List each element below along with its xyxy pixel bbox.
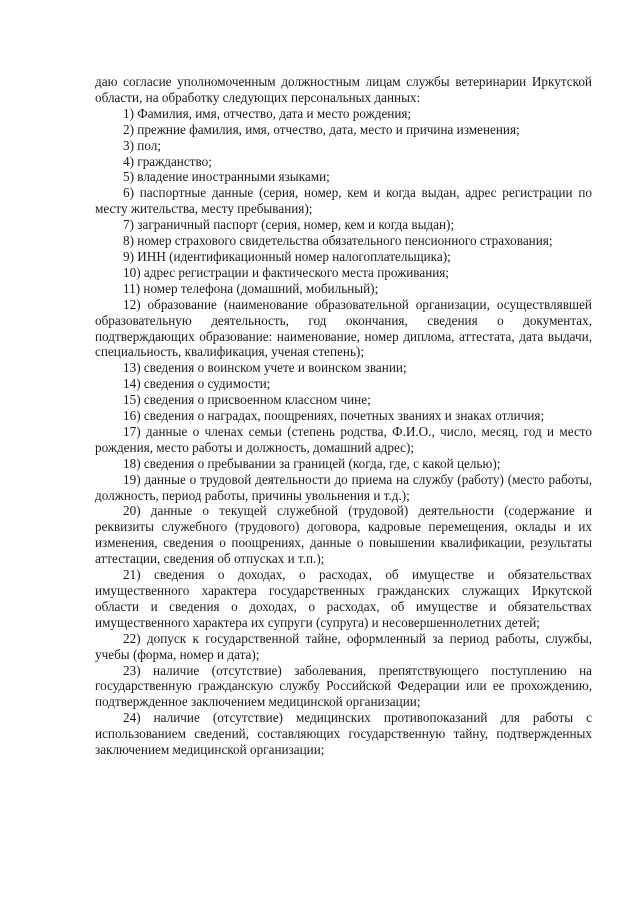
list-item-7: 7) заграничный паспорт (серия, номер, кем и когда выдан);	[123, 217, 455, 233]
list-item-19: 19) данные о трудовой деятельности до приема на службу (работу) (место работы, должность, период работы, причины увольнения и т.д.);	[95, 471, 592, 503]
list-item-8: 8) номер страхового свидетельства обязательного пенсионного страхования;	[123, 233, 553, 249]
document-body	[95, 74, 592, 758]
list-item-5: 5) владение иностранными языками;	[123, 169, 330, 185]
list-item-3: 3) пол;	[123, 137, 162, 153]
list-item-9: 9) ИНН (идентификационный номер налогоплательщика);	[123, 248, 451, 264]
list-item-10: 10) адрес регистрации и фактического места проживания;	[123, 264, 450, 280]
list-item-16: 16) сведения о наградах, поощрениях, почетных званиях и знаках отличия;	[123, 408, 545, 424]
list-item-24: 24) наличие (отсутствие) медицинских противопоказаний для работы с использованием сведений, составляющих государственную тайну, подтвержденных заключением медицинской организации;	[95, 710, 592, 758]
list-item-17: 17) данные о членах семьи (степень родства, Ф.И.О., число, месяц, год и место рождения, место работы и должность, домашний адрес);	[95, 423, 592, 455]
list-item-15: 15) сведения о присвоенном классном чине;	[123, 392, 371, 408]
intro-paragraph: даю согласие уполномоченным должностным лицам службы ветеринарии Иркутской области, на обработку следующих персональных данных:	[95, 74, 592, 105]
list-item-6: 6) паспортные данные (серия, номер, кем и когда выдан, адрес регистрации по месту жительства, месту пребывания);	[95, 185, 592, 217]
list-item-12: 12) образование (наименование образовательной организации, осуществлявшей образовательную деятельность, год окончания, сведения о документах, подтверждающих образование: наименование, номер диплома, аттестата, дата выдачи, специальность, квалификация, ученая степень);	[95, 296, 592, 360]
list-item-11: 11) номер телефона (домашний, мобильный);	[123, 280, 379, 296]
list-item-14: 14) сведения о судимости;	[123, 376, 271, 392]
list-item-21: 21) сведения о доходах, о расходах, об имуществе и обязательствах имущественного характера государственных гражданских служащих Иркутской области и сведения о доходах, о расходах, об имуществе и обязательствах имущественного характера их супруги (супруга) и несовершеннолетних детей;	[95, 567, 592, 630]
list-item-18: 18) сведения о пребывании за границей (когда, где, с какой целью);	[123, 455, 501, 471]
list-item-20: 20) данные о текущей служебной (трудовой) деятельности (содержание и реквизиты служебного (трудового) договора, кадровые перемещения, оклады и их изменения, сведения о поощрениях, данные о повышении квалификации, результаты аттестации, сведения об отпусках и т.п.);	[95, 503, 592, 567]
list-item-2: 2) прежние фамилия, имя, отчество, дата, место и причина изменения;	[123, 121, 520, 137]
list-item-22: 22) допуск к государственной тайне, оформленный за период работы, службы, учебы (форма, номер и дата);	[95, 630, 592, 662]
list-item-1: 1) Фамилия, имя, отчество, дата и место рождения;	[123, 105, 412, 121]
list-item-13: 13) сведения о воинском учете и воинском звании;	[123, 360, 407, 376]
list-item-4: 4) гражданство;	[123, 153, 212, 169]
list-item-23: 23) наличие (отсутствие) заболевания, препятствующего поступлению на государственную гражданскую службу Российской Федерации или ее прохождению, подтвержденное заключением медицинской организации;	[95, 662, 592, 710]
